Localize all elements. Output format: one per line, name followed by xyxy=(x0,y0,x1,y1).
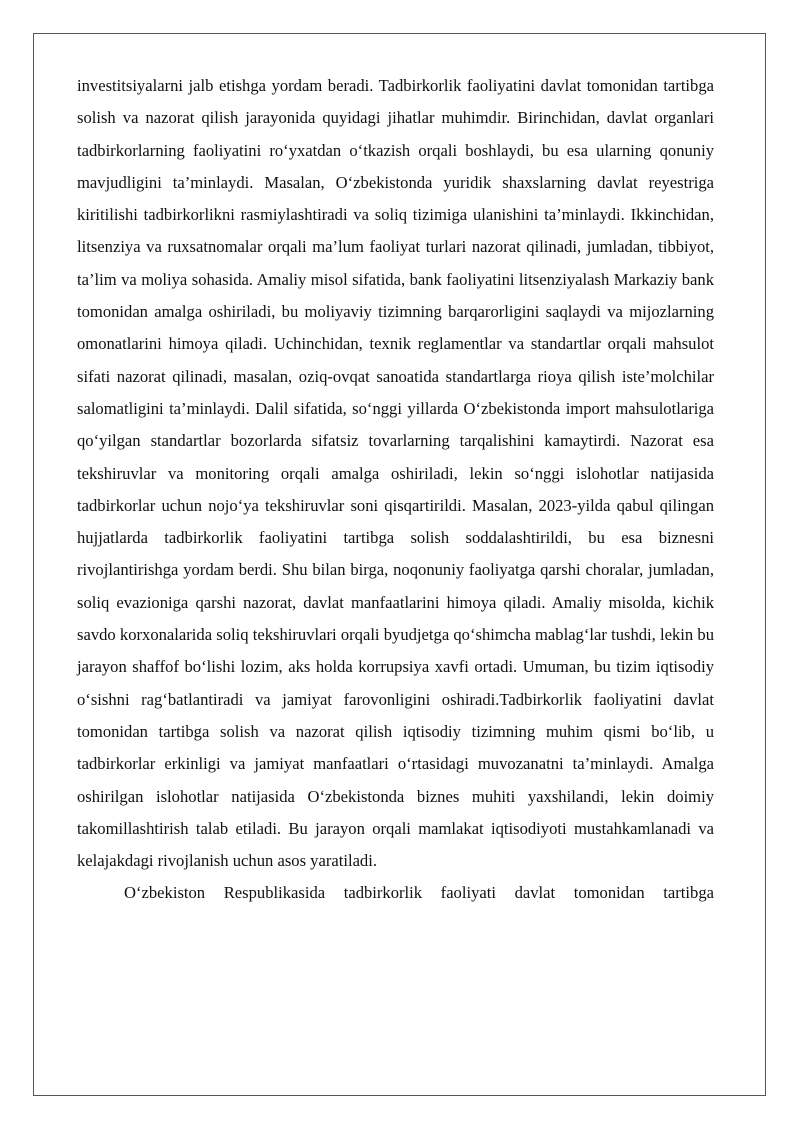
body-text xyxy=(77,70,714,910)
paragraph-1: investitsiyalarni jalb etishga yordam beradi. Tadbirkorlik faoliyatini davlat tomonidan tartibga solish va nazorat qilish jarayonida quyidagi jihatlar muhimdir. Birinchidan, davlat organlari tadbirkorlarning faoliyatini ro‘yxatdan o‘tkazish orqali boshlaydi, bu esa ularning qonuniy mavjudligini ta’minlaydi. Masalan, O‘zbekistonda yuridik shaxslarning davlat reyestriga kiritilishi tadbirkorlikni rasmiylashtiradi va soliq tizimiga ulanishini ta’minlaydi. Ikkinchidan, litsenziya va ruxsatnomalar orqali ma’lum faoliyat turlari nazorat qilinadi, jumladan, tibbiyot, ta’lim va moliya sohasida. Amaliy misol sifatida, bank faoliyatini litsenziyalash Markaziy bank tomonidan amalga oshiriladi, bu moliyaviy tizimning barqarorligini saqlaydi va mijozlarning omonatlarini himoya qiladi. Uchinchidan, texnik reglamentlar va standartlar orqali mahsulot sifati nazorat qilinadi, masalan, oziq-ovqat sanoatida standartlarga rioya qilish iste’molchilar salomatligini ta’minlaydi. Dalil sifatida, so‘nggi yillarda O‘zbekistonda import mahsulotlariga qo‘yilgan standartlar bozorlarda sifatsiz tovarlarning tarqalishini kamaytirdi. Nazorat esa tekshiruvlar va monitoring orqali amalga oshiriladi, lekin so‘nggi islohotlar natijasida tadbirkorlar uchun nojo‘ya tekshiruvlar soni qisqartirildi. Masalan, 2023-yilda qabul qilingan hujjatlarda tadbirkorlik faoliyatini tartibga solish soddalashtirildi, bu esa biznesni rivojlantirishga yordam berdi. Shu bilan birga, noqonuniy faoliyatga qarshi choralar, jumladan, soliq evazioniga qarshi nazorat, davlat manfaatlarini himoya qiladi. Amaliy misolda, kichik savdo korxonalarida soliq tekshiruvlari orqali byudjetga qo‘shimcha mablag‘lar tushdi, lekin bu jarayon shaffof bo‘lishi lozim, aks holda korrupsiya xavfi ortadi. Umuman, bu tizim iqtisodiy o‘sishni rag‘batlantiradi va jamiyat farovonligini oshiradi.Tadbirkorlik faoliyatini davlat tomonidan tartibga solish va nazorat qilish iqtisodiy tizimning muhim qismi bo‘lib, u tadbirkorlar erkinligi va jamiyat manfaatlari o‘rtasidagi muvozanatni ta’minlaydi. Amalga oshirilgan islohotlar natijasida O‘zbekistonda biznes muhiti yaxshilandi, lekin doimiy takomillashtirish talab etiladi. Bu jarayon orqali mamlakat iqtisodiyoti mustahkamlanadi va kelajakdagi rivojlanish uchun asos yaratiladi. xyxy=(77,76,714,871)
paragraph-2: O‘zbekiston Respublikasida tadbirkorlik faoliyati davlat tomonidan tartibga xyxy=(124,883,714,903)
